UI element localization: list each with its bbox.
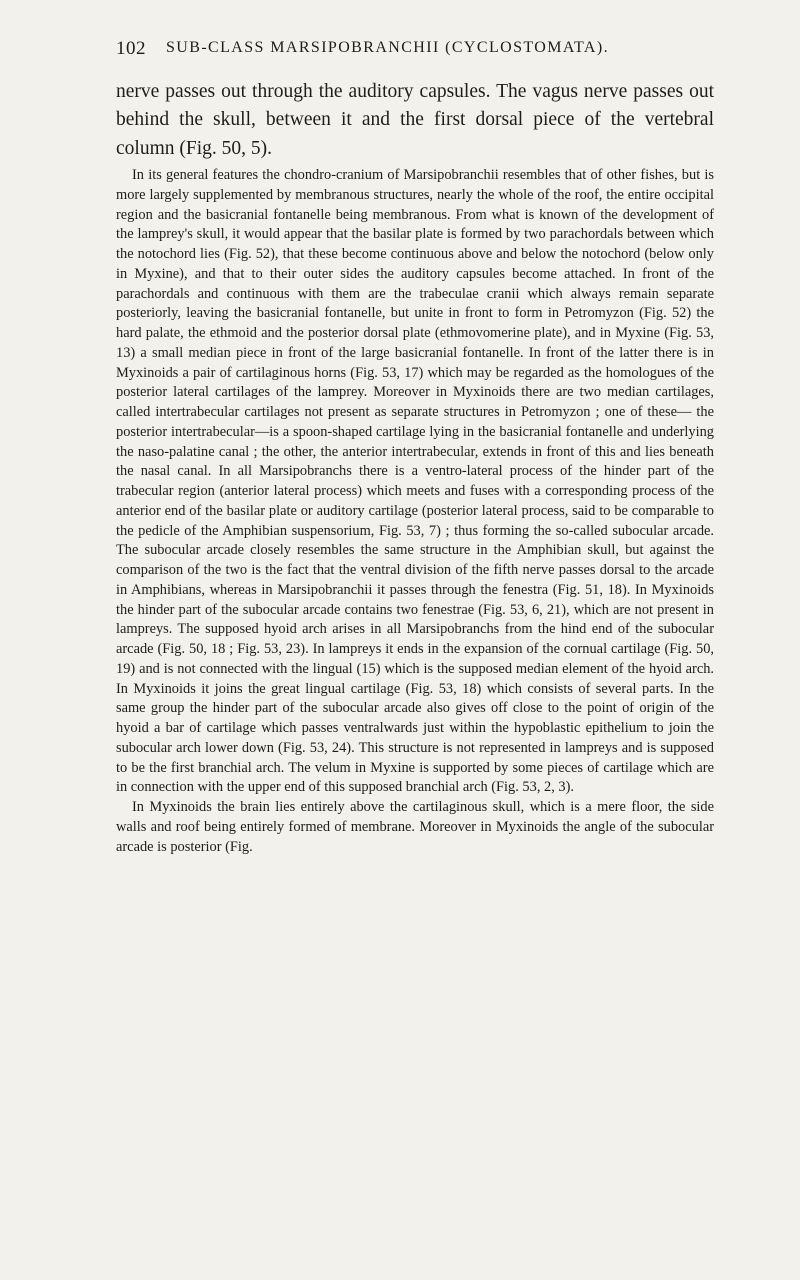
lead-paragraph-block [116, 78, 714, 163]
page-number: 102 [116, 38, 146, 59]
page-header [116, 38, 716, 66]
paragraph-chondrocranium: In its general features the chondro-cranium of Marsipobranchii resembles that of other fishes, but is more largely supplemented by membranous structures, nearly the whole of the roof, the entire occipital region and the basicranial fontanelle being membranous. From what is known of the development of the lamprey's skull, it would appear that the basilar plate is formed by two parachordals between which the notochord lies (Fig. 52), that these become continuous above and below the notochord (below only in Myxine), and that to their outer sides the auditory capsules become attached. In front of the parachordals and continuous with them are the trabeculae cranii which always remain separate posteriorly, leaving the basicranial fontanelle, but unite in front to form in Petromyzon (Fig. 52) the hard palate, the ethmoid and the posterior dorsal plate (ethmovomerine plate), and in Myxine (Fig. 53, 13) a small median piece in front of the large basicranial fontanelle. In front of the latter there is in Myxinoids a pair of cartilaginous horns (Fig. 53, 17) which may be regarded as the homologues of the posterior lateral cartilages of the lamprey. Moreover in Myxinoids there are two median cartilages, called intertrabecular cartilages not present as separate structures in Petromyzon ; one of these— the posterior intertrabecular—is a spoon-shaped cartilage lying in the basicranial fontanelle and underlying the naso-palatine canal ; the other, the anterior intertrabecular, extends in front of this and lies beneath the nasal canal. In all Marsipobranchs there is a ventro-lateral process of the hinder part of the trabecular region (anterior lateral process) which meets and fuses with a corresponding process of the anterior end of the basilar plate or auditory cartilage (posterior lateral process, said to be comparable to the pedicle of the Amphibian suspensorium, Fig. 53, 7) ; thus forming the so-called subocular arcade. The subocular arcade closely resembles the same structure in the Amphibian skull, but against the comparison of the two is the fact that the ventral division of the fifth nerve passes dorsal to the arcade in Amphibians, whereas in Marsipobranchii it passes through the fenestra (Fig. 51, 18). In Myxinoids the hinder part of the subocular arcade contains two fenestrae (Fig. 53, 6, 21), which are not present in lampreys. The supposed hyoid arch arises in all Marsipobranchs from the hind end of the subocular arcade (Fig. 50, 18 ; Fig. 53, 23). In lampreys it ends in the expansion of the cornual cartilage (Fig. 50, 19) and is not connected with the lingual (15) which is the supposed median element of the hyoid arch. In Myxinoids it joins the great lingual cartilage (Fig. 53, 18) which consists of several parts. In the same group the hinder part of the subocular arcade also gives off close to the point of origin of the hyoid a bar of cartilage which passes ventralwards just within the hypoblastic epithelium to join the subocular arch lower down (Fig. 53, 24). This structure is not represented in lampreys and is supposed to be the first branchial arch. The velum in Myxine is supported by some pieces of cartilage which are in connection with the upper end of this supposed branchial arch (Fig. 53, 2, 3). [116, 167, 714, 796]
body-text-block [116, 166, 714, 857]
paragraph-myxinoid-brain: In Myxinoids the brain lies entirely above the cartilaginous skull, which is a mere floor, the side walls and roof being entirely formed of membrane. Moreover in Myxinoids the angle of the subocular arcade is posterior (Fig. [116, 799, 714, 855]
lead-paragraph: nerve passes out through the auditory capsules. The vagus nerve passes out behind the skull, between it and the first dorsal piece of the vertebral column (Fig. 50, 5). [116, 81, 714, 159]
running-head: SUB-CLASS MARSIPOBRANCHII (CYCLOSTOMATA). [166, 39, 609, 56]
